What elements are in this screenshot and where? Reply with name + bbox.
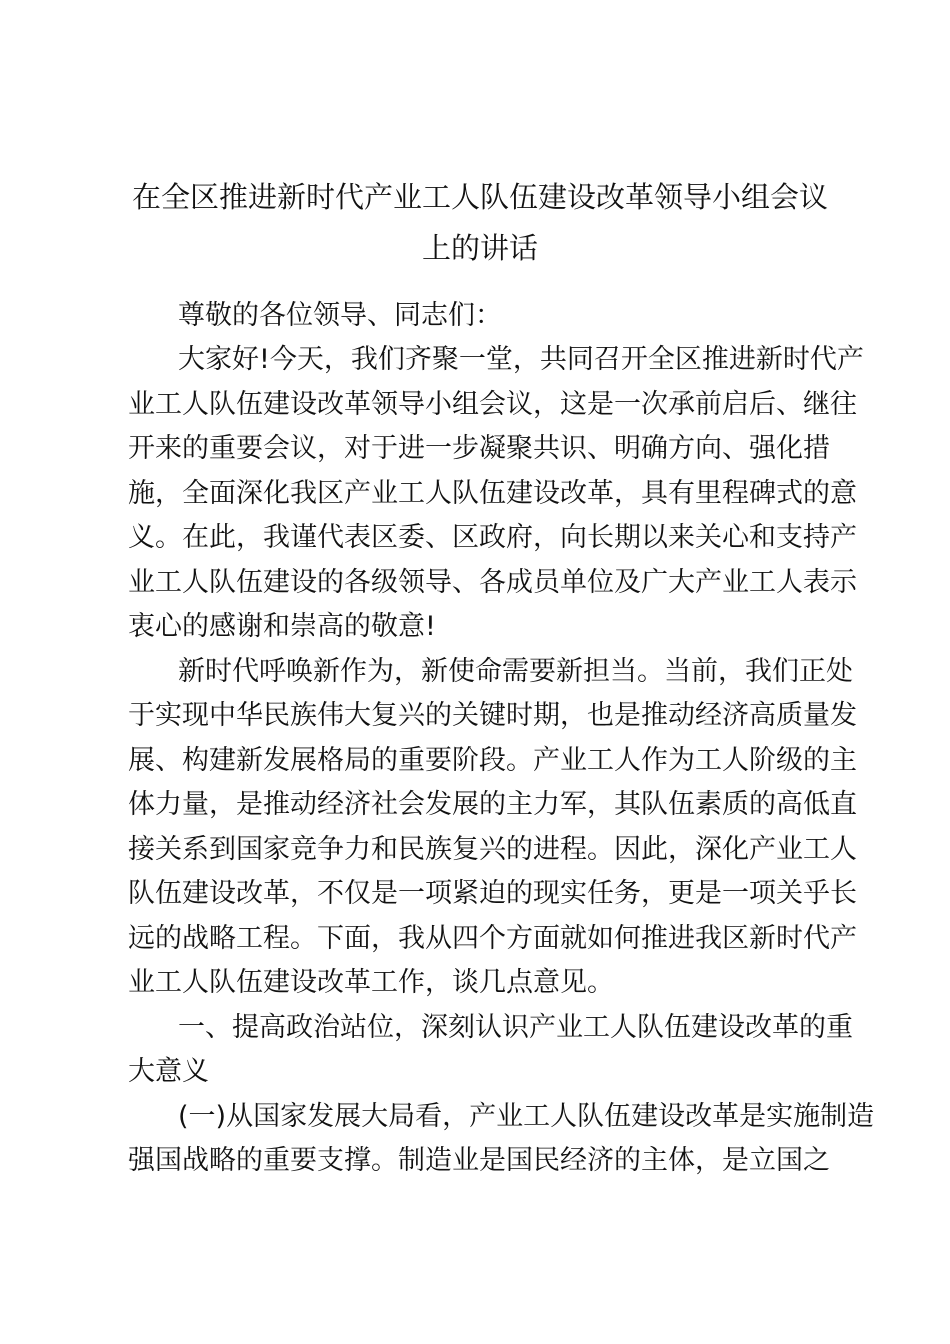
paragraph-line: 队伍建设改革，不仅是一项紧迫的现实任务，更是一项关乎长 — [128, 878, 857, 909]
document-title-line-2: 上的讲话 — [421, 231, 538, 265]
paragraph-line: 于实现中华民族伟大复兴的关键时期，也是推动经济高质量发 — [128, 700, 857, 731]
paragraph-line: 业工人队伍建设的各级领导、各成员单位及广大产业工人表示 — [128, 567, 857, 598]
paragraph-line: 开来的重要会议，对于进一步凝聚共识、明确方向、强化措 — [128, 433, 830, 464]
paragraph-line: 强国战略的重要支撑。制造业是国民经济的主体，是立国之 — [128, 1145, 830, 1176]
paragraph-line: 远的战略工程。下面，我从四个方面就如何推进我区新时代产 — [128, 923, 857, 954]
document-title-line-1: 在全区推进新时代产业工人队伍建设改革领导小组会议 — [131, 180, 828, 214]
section-heading: 一、提高政治站位，深刻认识产业工人队伍建设改革的重 — [178, 1012, 853, 1043]
section-heading: 大意义 — [128, 1056, 209, 1087]
paragraph-line: 衷心的感谢和崇高的敬意! — [128, 611, 436, 642]
paragraph-line: 业工人队伍建设改革工作，谈几点意见。 — [128, 967, 614, 998]
paragraph-line: 体力量，是推动经济社会发展的主力军，其队伍素质的高低直 — [128, 789, 857, 820]
salutation: 尊敬的各位领导、同志们： — [178, 300, 502, 331]
paragraph-line: (一)从国家发展大局看，产业工人队伍建设改革是实施制造 — [178, 1101, 875, 1132]
paragraph-line: 施，全面深化我区产业工人队伍建设改革，具有里程碑式的意 — [128, 478, 857, 509]
paragraph-line: 接关系到国家竞争力和民族复兴的进程。因此，深化产业工人 — [128, 834, 857, 865]
paragraph-line: 义。在此，我谨代表区委、区政府，向长期以来关心和支持产 — [128, 522, 857, 553]
paragraph-line: 展、构建新发展格局的重要阶段。产业工人作为工人阶级的主 — [128, 745, 857, 776]
paragraph-line: 新时代呼唤新作为，新使命需要新担当。当前，我们正处 — [178, 656, 853, 687]
paragraph-line: 大家好!今天，我们齐聚一堂，共同召开全区推进新时代产 — [178, 344, 864, 375]
paragraph-line: 业工人队伍建设改革领导小组会议，这是一次承前启后、继往 — [128, 389, 857, 420]
